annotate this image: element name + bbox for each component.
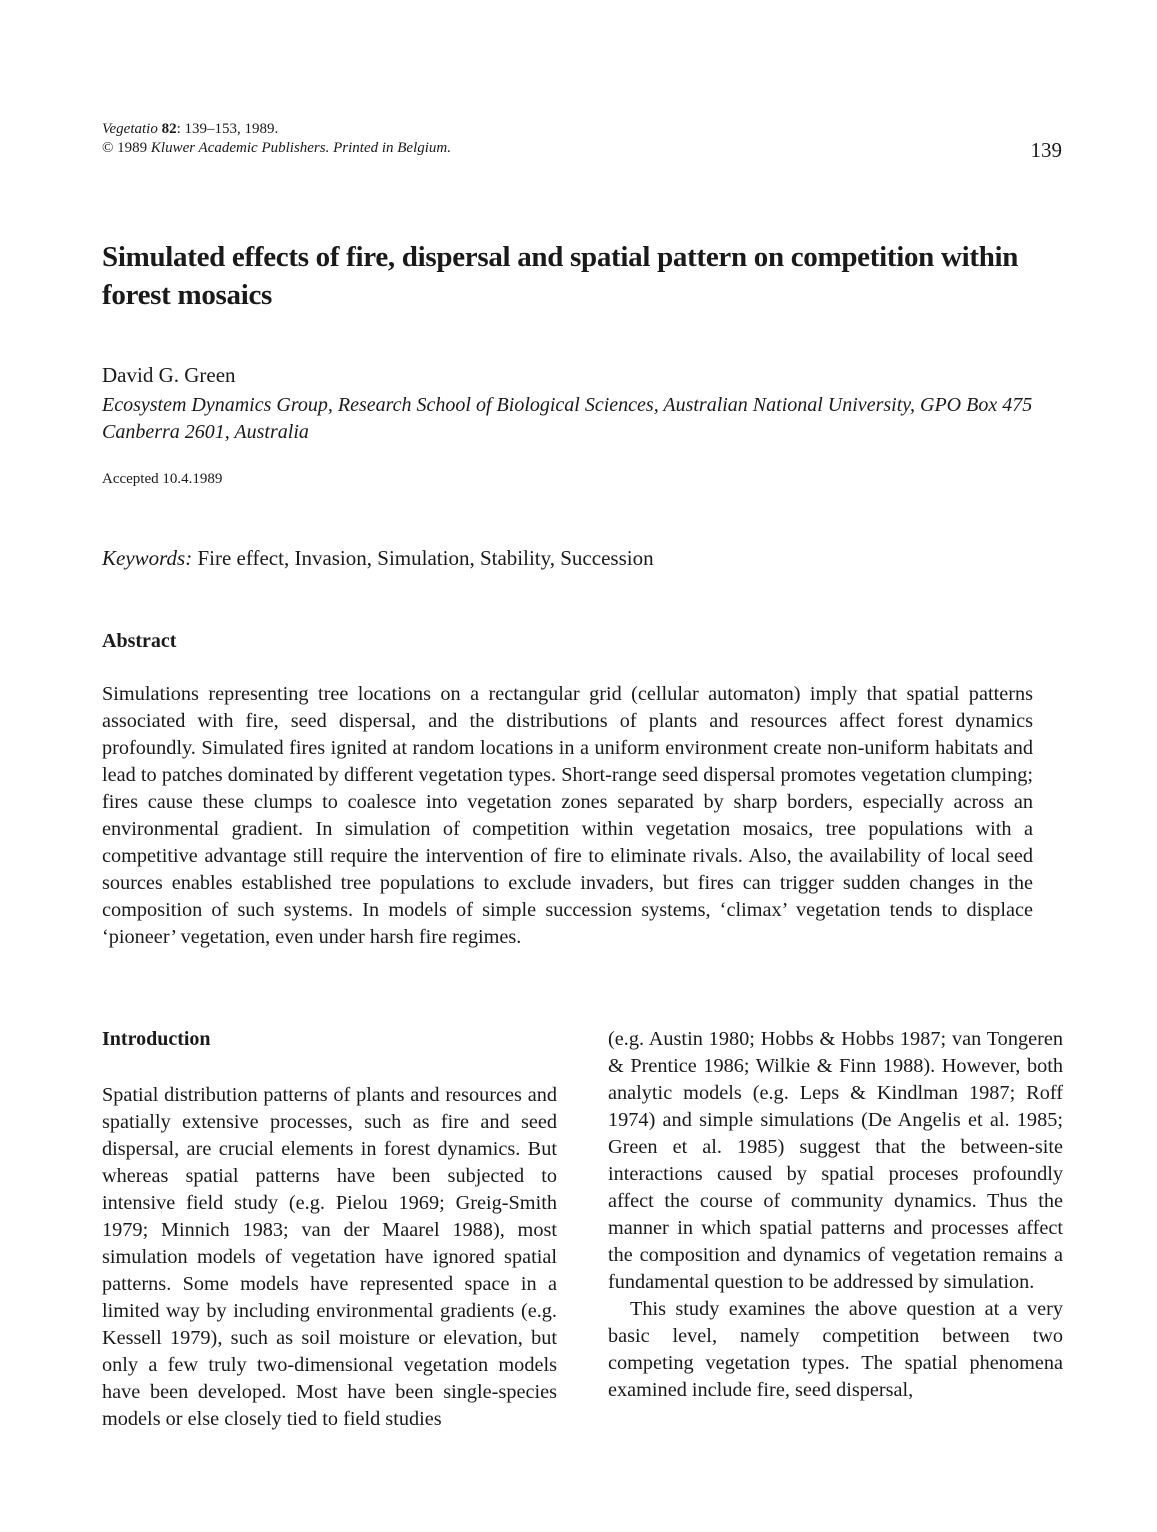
keywords-label: Keywords: [102,546,193,570]
abstract-text: Simulations representing tree locations on a rectangular grid (cellular automaton) imply that spatial patterns associated with fire, seed dispersal, and the distributions of plants and resources affect forest dynamics profoundly. Simulated fires ignited at random locations in a uniform environment create non-uniform habitats and lead to patches dominated by different vegetation types. Short-range seed dispersal promotes vegetation clumping; fires cause these clumps to coalesce into vegetation zones separated by sharp borders, especially across an environmental gradient. In simulation of competition within vegetation mosaics, tree populations with a competitive advantage still require the intervention of fire to eliminate rivals. Also, the availability of local seed sources enables established tree populations to exclude invaders, but fires can trigger sudden changes in the composition of such systems. In models of simple succession systems, ‘climax’ vegetation tends to displace ‘pioneer’ vegetation, even under harsh fire regimes. [102,683,1033,948]
journal-volume: 82 [161,121,177,137]
intro-paragraph: (e.g. Austin 1980; Hobbs & Hobbs 1987; van Tongeren & Prentice 1986; Wilkie & Finn 1988). However, both analytic models (e.g. Leps & Kindlman 1987; Roff 1974) and simple simulations (De Angelis et al. 1985; Green et al. 1985) suggest that the between-site interactions caused by spatial proceses profoundly affect the course of community dynamics. Thus the manner in which spatial patterns and processes affect the composition and dynamics of vegetation remains a fundamental question to be addressed by simulation. [608,1028,1063,1293]
intro-paragraph: Spatial distribution patterns of plants and resources and spatially extensive processes, such as fire and seed dispersal, are crucial elements in forest dynamics. But whereas spatial patterns have been subjected to intensive field study (e.g. Pielou 1969; Greig-Smith 1979; Minnich 1983; van der Maarel 1988), most simulation models of vegetation have ignored spatial patterns. Some models have represented space in a limited way by including environmental gradients (e.g. Kessell 1979), such as soil moisture or elevation, but only a few truly two-dimensional vegetation models have been developed. Most have been single-species models or else closely tied to field studies [102,1084,557,1430]
page-number: 139 [1030,138,1062,162]
author-name: David G. Green [102,363,236,387]
intro-paragraph: This study examines the above question at a very basic level, namely competition between two competing vegetation types. The spatial phenomena examined include fire, seed dispersal, [608,1298,1063,1401]
copyright: © 1989 [102,140,151,156]
journal-citation [102,120,451,158]
journal-pages: : 139–153, 1989. [176,121,279,137]
accepted-date: Accepted 10.4.1989 [102,471,223,487]
abstract-heading: Abstract [102,630,177,652]
intro-column-left [102,1082,557,1433]
introduction-heading: Introduction [102,1028,211,1050]
journal-name: Vegetatio [102,121,158,137]
author-affiliation: Ecosystem Dynamics Group, Research School of Biological Sciences, Australian National University, GPO Box 475 Canberra 2601, Australia [102,394,1033,443]
paper-title: Simulated effects of fire, dispersal and spatial pattern on competition within forest mosaics [102,241,1019,311]
keywords-value: Fire effect, Invasion, Simulation, Stability, Succession [197,546,654,570]
keywords [102,546,654,571]
publisher: Kluwer Academic Publishers. Printed in Belgium. [150,140,452,156]
intro-column-right [608,1026,1063,1404]
